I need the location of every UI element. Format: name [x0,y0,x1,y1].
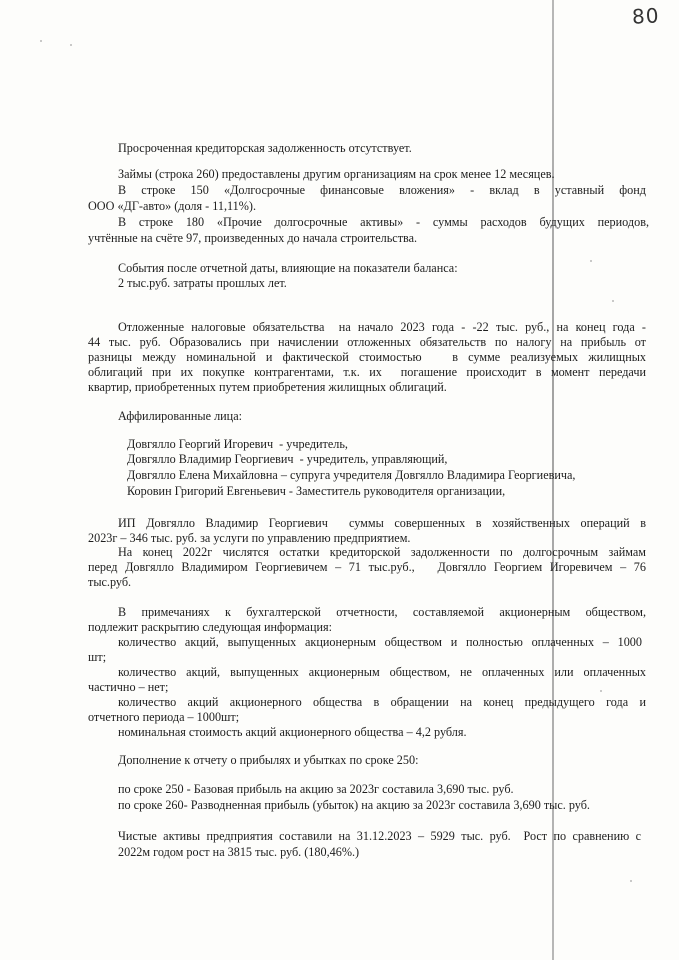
text-line: номинальная стоимость акций акционерного общества – 4,2 рубля. [118,725,467,739]
affiliate-entry: Довгялло Елена Михайловна – супруга учредителя Довгялло Владимира Георгиевича, [127,468,576,482]
text-line: Займы (строка 260) предоставлены другим организациям на срок менее 12 месяцев. [118,167,555,181]
text-line: Чистые активы предприятия составили на 31.12.2023 – 5929 тыс. руб. Рост по сравнению с [118,829,641,843]
text-line: разницы между номинальной и фактической стоимостью в сумме реализуемых жилищных [88,350,646,364]
text-line: ИП Довгялло Владимир Георгиевич суммы совершенных в хозяйственных операций в [118,516,646,530]
text-line: В строке 180 «Прочие долгосрочные активы» - суммы расходов будущих периодов, [118,215,649,229]
text-line: Просроченная кредиторская задолженность отсутствует. [118,141,412,155]
text-line: квартир, приобретенных путем приобретения жилищных облигаций. [88,380,447,394]
scan-speck [40,40,42,42]
affiliate-entry: Довгялло Владимир Георгиевич - учредитель, управляющий, [127,452,448,466]
text-line: отчетного периода – 1000шт; [88,710,240,724]
text-line: шт; [88,650,107,664]
text-line: подлежит раскрытию следующая информация: [88,620,332,634]
text-line: перед Довгялло Владимиром Георгиевичем – 71 тыс.руб., Довгялло Георгием Игоревичем – 76 [88,560,646,574]
text-line: В примечаниях к бухгалтерской отчетности, составляемой акционерным обществом, [118,605,646,619]
text-line: События после отчетной даты, влияющие на показатели баланса: [118,261,458,275]
text-line: 2022м годом рост на 3815 тыс. руб. (180,46%.) [118,845,360,859]
scan-speck [612,300,614,302]
text-line: облигаций при их покупке контрагентами, т.к. их погашение происходит в момент передачи [88,365,646,379]
text-line: количество акций, выпущенных акционерным обществом и полностью оплаченных – 1000 [118,635,642,649]
section-heading: Аффилированные лица: [118,409,242,423]
text-line: 2023г – 346 тыс. руб. за услуги по управлению предприятием. [88,531,411,545]
text-line: учтённые на счёте 97, произведенных до начала строительства. [88,231,418,245]
text-line: На конец 2022г числятся остатки кредиторской задолженности по долгосрочным займам [118,545,646,559]
scan-speck [630,880,632,882]
text-line: ООО «ДГ-авто» (доля - 11,11%). [88,199,257,213]
text-line: частично – нет; [88,680,169,694]
text-line: В строке 150 «Долгосрочные финансовые вложения» - вклад в уставный фонд [118,183,646,197]
section-heading: Дополнение к отчету о прибылях и убытках по сроке 250: [118,753,419,767]
affiliate-entry: Коровин Григорий Евгеньевич - Заместитель руководителя организации, [127,484,506,498]
scan-speck [590,260,592,262]
text-line: количество акций акционерного общества в обращении на конец предыдущего года и [118,695,646,709]
text-line: количество акций, выпущенных акционерным обществом, не оплаченных или оплаченных [118,665,646,679]
text-line: по сроке 260- Разводненная прибыль (убыток) на акцию за 2023г составила 3,690 тыс. руб. [118,798,590,812]
text-line: тыс.руб. [88,575,132,589]
scan-speck [600,690,602,692]
text-line: 2 тыс.руб. затраты прошлых лет. [118,276,287,290]
scan-speck [70,44,72,46]
page-number: 80 [631,3,661,29]
text-line: Отложенные налоговые обязательства на начало 2023 года - -22 тыс. руб., на конец года - [118,320,646,334]
text-line: по сроке 250 - Базовая прибыль на акцию за 2023г составила 3,690 тыс. руб. [118,782,514,796]
affiliate-entry: Довгялло Георгий Игоревич - учредитель, [127,437,348,451]
text-line: 44 тыс. руб. Образовались при начислении отложенных обязательств по налогу на прибыль от [88,335,646,349]
